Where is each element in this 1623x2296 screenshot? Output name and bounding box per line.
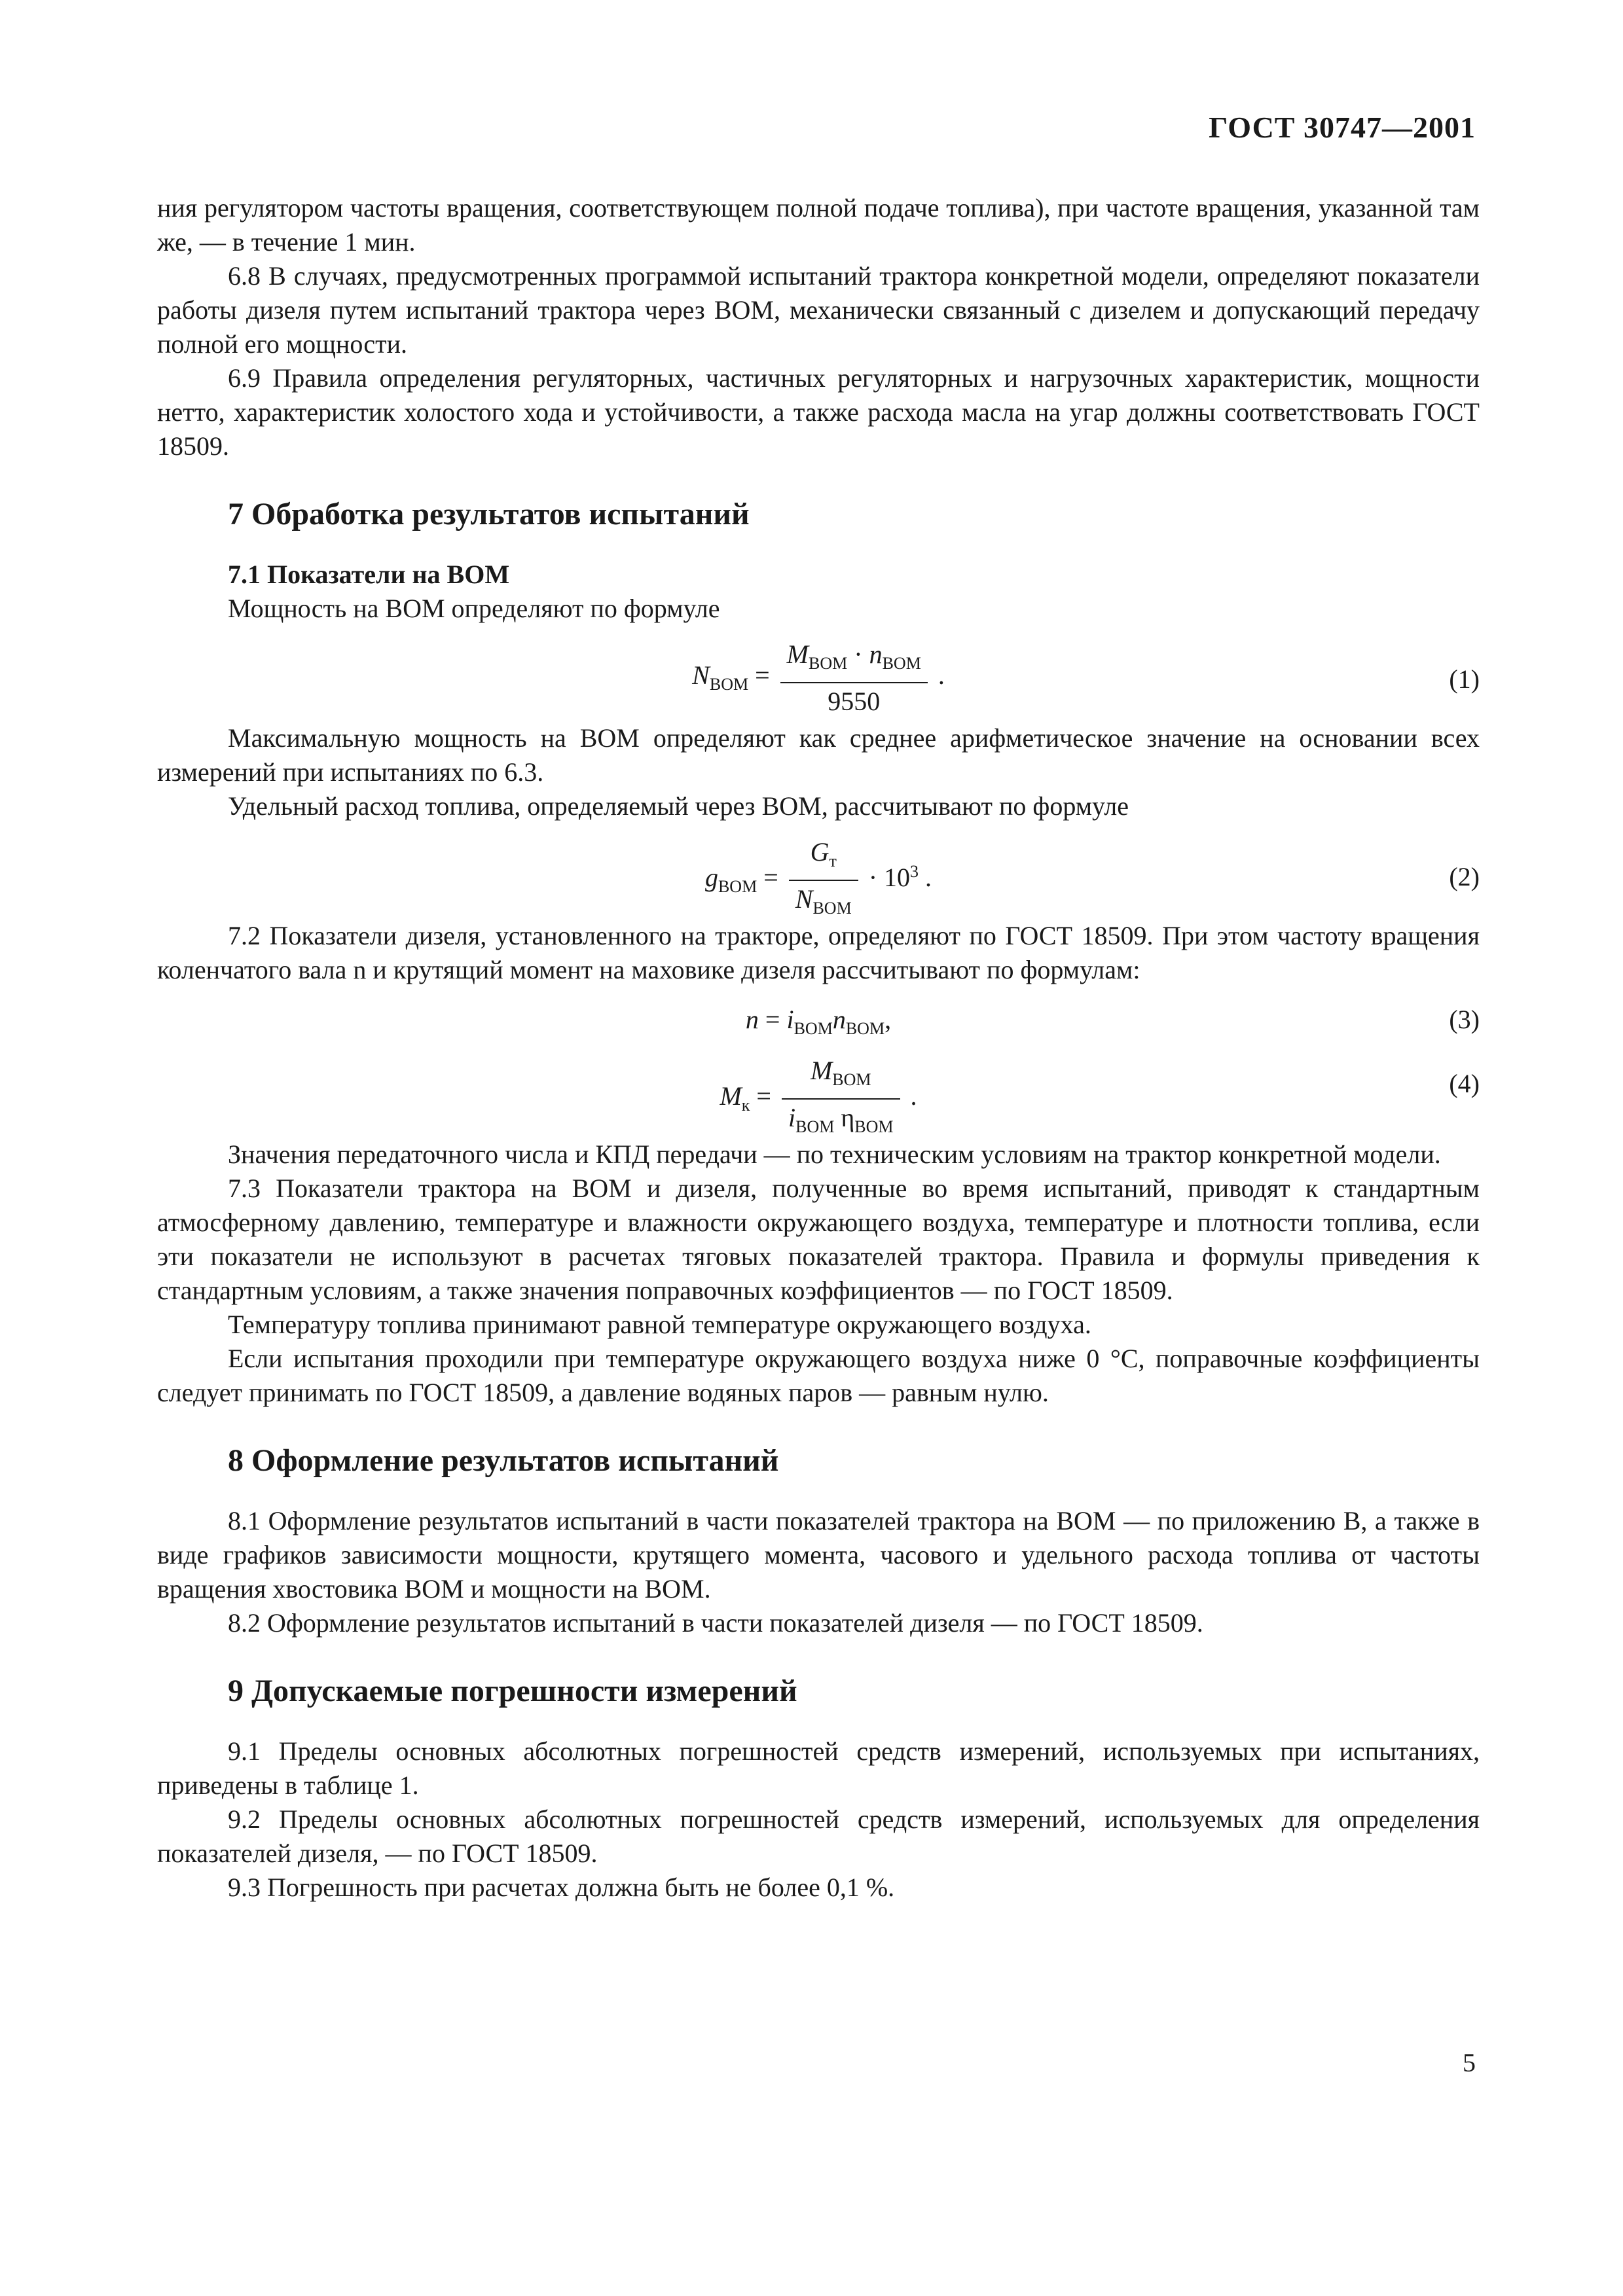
formula-2-num-sub: т — [829, 852, 837, 870]
formula-1: $N_{ВОМ}$ = $\frac{M_{ВОМ} \cdot n_{ВОМ}}{9550}$ . (1) — [157, 637, 1480, 709]
formula-1-dot: · — [854, 639, 863, 669]
formula-3-lhs: n — [745, 1005, 759, 1034]
formula-2-lhs: g — [704, 863, 718, 893]
page-number: 5 — [1463, 2048, 1476, 2077]
formula-4-den-a: i — [788, 1103, 796, 1132]
formula-3-a-sub: ВОМ — [793, 1019, 833, 1038]
formula-2-number: (2) — [1449, 862, 1480, 891]
formula-3-tail: , — [884, 1005, 892, 1034]
formula-3-b: n — [832, 1005, 846, 1034]
paragraph-7-2: 7.2 Показатели дизеля, установленного на тракторе, определяют по ГОСТ 18509. При этом частоту вращения коленчатого вала n и крутящий момент на маховике дизеля рассчитывают по формулам: — [157, 921, 1480, 984]
formula-1-den: 9550 — [828, 687, 881, 716]
formula-3-number: (3) — [1449, 1005, 1480, 1034]
section-7-title: 7 Обработка результатов испытаний — [228, 497, 750, 531]
section-8-title: 8 Оформление результатов испытаний — [228, 1443, 779, 1478]
formula-4-den-b: η — [841, 1103, 855, 1132]
formula-2-den: N — [795, 884, 813, 914]
formula-1-fraction — [780, 637, 928, 719]
formula-1-lhs: N — [692, 660, 710, 691]
paragraph-9-2: 9.2 Пределы основных абсолютных погрешностей средств измерений, используемых для определения показателей дизеля, — по ГОСТ 18509. — [157, 1804, 1480, 1868]
formula-1-num-a: M — [786, 639, 809, 669]
paragraph-8-1: 8.1 Оформление результатов испытаний в части показателей трактора на ВОМ — по приложению В, а также в виде графиков зависимости мощности, крутящего момента, часового и удельного расхода топлива от частоты вращения хвостовика ВОМ и мощности на ВОМ. — [157, 1506, 1480, 1604]
paragraph-8-2: 8.2 Оформление результатов испытаний в части показателей дизеля — по ГОСТ 18509. — [228, 1608, 1203, 1638]
formula-3-a: i — [786, 1005, 794, 1034]
subsection-7-1-title: 7.1 Показатели на ВОМ — [228, 560, 510, 589]
paragraph-ratio: Значения передаточного числа и КПД передачи — по техническим условиям на трактор конкретной модели. — [228, 1139, 1441, 1169]
formula-4-lhs: M — [720, 1081, 742, 1111]
formula-1-number: (1) — [1449, 664, 1480, 694]
formula-2-tail: . — [925, 863, 932, 893]
paragraph-max-power: Максимальную мощность на ВОМ определяют как среднее арифметическое значение на основании всех измерений при испытаниях по 6.3. — [157, 723, 1480, 787]
paragraph-fuel-intro: Удельный расход топлива, определяемый через ВОМ, рассчитывают по формуле — [228, 791, 1129, 821]
formula-4-num-sub: ВОМ — [832, 1070, 871, 1089]
formula-3-b-sub: ВОМ — [845, 1019, 885, 1038]
formula-4-number: (4) — [1449, 1069, 1480, 1098]
formula-1-tail: . — [938, 660, 945, 691]
formula-4-fraction — [782, 1054, 900, 1144]
formula-1-lhs-sub: ВОМ — [709, 675, 749, 694]
formula-2-fraction — [789, 835, 858, 925]
formula-2-mult: · 10 — [868, 863, 911, 893]
formula-2-lhs-sub: ВОМ — [718, 877, 757, 897]
formula-4-tail: . — [910, 1081, 917, 1111]
formula-2: $g_{ВОМ}$ = $\frac{G_т}{N_{ВОМ}}$ · $10^3$ . (2) — [157, 835, 1480, 907]
formula-4: $M_к$ = $\frac{M_{ВОМ}}{i_{ВОМ} \eta_{ВОМ}}$ . (4) — [157, 1054, 1480, 1126]
document-body — [157, 191, 1480, 1905]
formula-2-exp: 3 — [910, 861, 919, 881]
formula-1-num-a-sub: ВОМ — [809, 654, 848, 673]
paragraph-6-9: 6.9 Правила определения регуляторных, частичных регуляторных и нагрузочных характеристик, мощности нетто, характеристик холостого хода и устойчивости, а также расхода масла на угар должны соответствовать ГОСТ 18509. — [157, 363, 1480, 461]
paragraph-below-zero: Если испытания проходили при температуре окружающего воздуха ниже 0 °С, поправочные коэффициенты следует принимать по ГОСТ 18509, а давление водяных паров — равным нулю. — [157, 1344, 1480, 1407]
paragraph-9-3: 9.3 Погрешность при расчетах должна быть не более 0,1 %. — [228, 1873, 895, 1902]
formula-2-den-sub: ВОМ — [812, 899, 852, 918]
paragraph-9-1: 9.1 Пределы основных абсолютных погрешностей средств измерений, используемых при испытаниях, приведены в таблице 1. — [157, 1736, 1480, 1800]
section-9-title: 9 Допускаемые погрешности измерений — [228, 1674, 797, 1708]
formula-4-den-b-sub: ВОМ — [854, 1117, 894, 1136]
paragraph-6-8: 6.8 В случаях, предусмотренных программой испытаний трактора конкретной модели, определяют показатели работы дизеля путем испытаний трактора через ВОМ, механически связанный с дизелем и допускающий передачу полной его мощности. — [157, 261, 1480, 359]
formula-4-num: M — [810, 1056, 833, 1085]
formula-3: $n = i_{ВОМ}n_{ВОМ}$, (3) — [157, 999, 1480, 1042]
formula-4-lhs-sub: к — [741, 1096, 750, 1115]
paragraph-fuel-temp: Температуру топлива принимают равной температуре окружающего воздуха. — [228, 1310, 1091, 1339]
formula-4-den-a-sub: ВОМ — [795, 1117, 835, 1136]
formula-1-num-b: n — [869, 639, 883, 669]
paragraph-continuation: ния регулятором частоты вращения, соответствующем полной подаче топлива), при частоте вращения, указанной там же, — в течение 1 мин. — [157, 193, 1480, 257]
paragraph-power-intro: Мощность на ВОМ определяют по формуле — [228, 594, 720, 623]
paragraph-7-3: 7.3 Показатели трактора на ВОМ и дизеля, полученные во время испытаний, приводят к стандартным атмосферному давлению, температуре и влажности окружающего воздуха, температуре и плотности топлива, если эти показатели не используют в расчетах тяговых показателей трактора. Правила и формулы приведения к стандартным условиям, а также значения поправочных коэффициентов — по ГОСТ 18509. — [157, 1174, 1480, 1305]
formula-1-num-b-sub: ВОМ — [882, 654, 921, 673]
document-header: ГОСТ 30747—2001 — [1209, 111, 1476, 144]
formula-2-num: G — [810, 837, 830, 867]
